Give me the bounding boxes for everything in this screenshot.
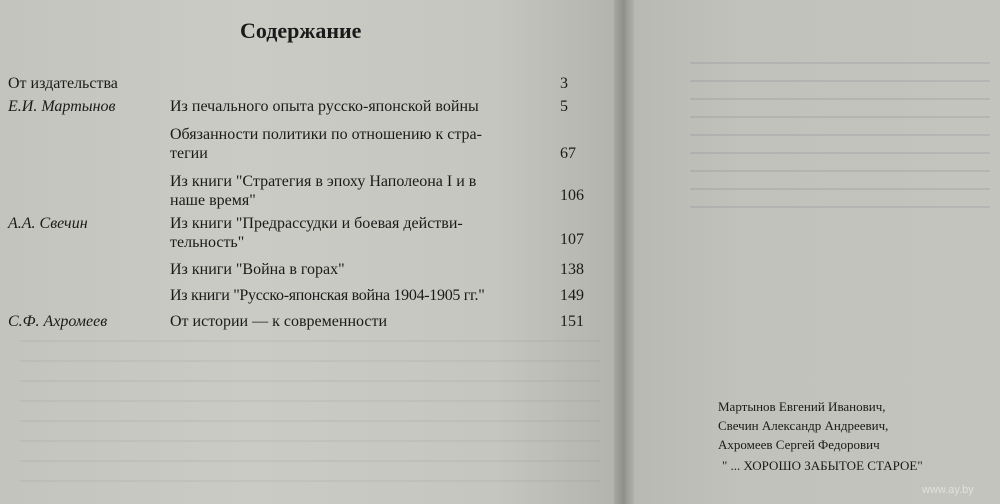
colophon-author-line: Свечин Александр Андреевич,: [718, 418, 889, 433]
toc-entry-title: Из печального опыта русско-японской войны: [170, 98, 479, 115]
toc-entry-title: От истории — к современности: [170, 313, 388, 330]
toc-entry-page: 67: [560, 145, 576, 162]
site-watermark: www.ay.by: [922, 484, 974, 496]
colophon-authors: [718, 397, 888, 454]
toc-entry-page: 106: [560, 187, 584, 204]
toc-heading: Содержание: [240, 18, 362, 43]
colophon-author-line: Ахромеев Сергей Федорович: [718, 437, 880, 452]
book-spine: [614, 0, 636, 504]
show-through-right: [690, 62, 990, 222]
toc-entry-title-line: Из книги "Предрассудки и боевая действи-: [170, 215, 463, 232]
toc-entry-title-line: тегии: [170, 145, 208, 162]
colophon-author-line: Мартынов Евгений Иванович,: [718, 399, 886, 414]
toc-entry-title-line: Из книги "Стратегия в эпоху Наполеона I и в: [170, 173, 477, 190]
toc-entry-author: Е.И. Мартынов: [8, 98, 116, 115]
toc-entry-title: От издательства: [8, 75, 118, 92]
toc-entry-author: А.А. Свечин: [8, 215, 88, 232]
toc-entry-page: 3: [560, 75, 568, 92]
toc-entry-title: Из книги "Русско-японская война 1904-1905 гг.": [170, 287, 485, 304]
toc-entry-title: Из книги "Война в горах": [170, 261, 345, 278]
toc-entry-page: 5: [560, 98, 568, 115]
toc-entry-title-line: наше время": [170, 192, 256, 209]
toc-entry-title-line: Обязанности политики по отношению к стра-: [170, 126, 482, 143]
toc-entry-page: 149: [560, 287, 584, 304]
toc-entry-author: С.Ф. Ахромеев: [8, 313, 108, 330]
toc-entry-page: 151: [560, 313, 584, 330]
toc-entry-title-line: тельность": [170, 234, 245, 251]
toc-entry-page: 107: [560, 231, 584, 248]
toc-entry-page: 138: [560, 261, 584, 278]
colophon-book-title: " ... ХОРОШО ЗАБЫТОЕ СТАРОЕ": [722, 458, 923, 473]
show-through-left: [20, 340, 600, 490]
